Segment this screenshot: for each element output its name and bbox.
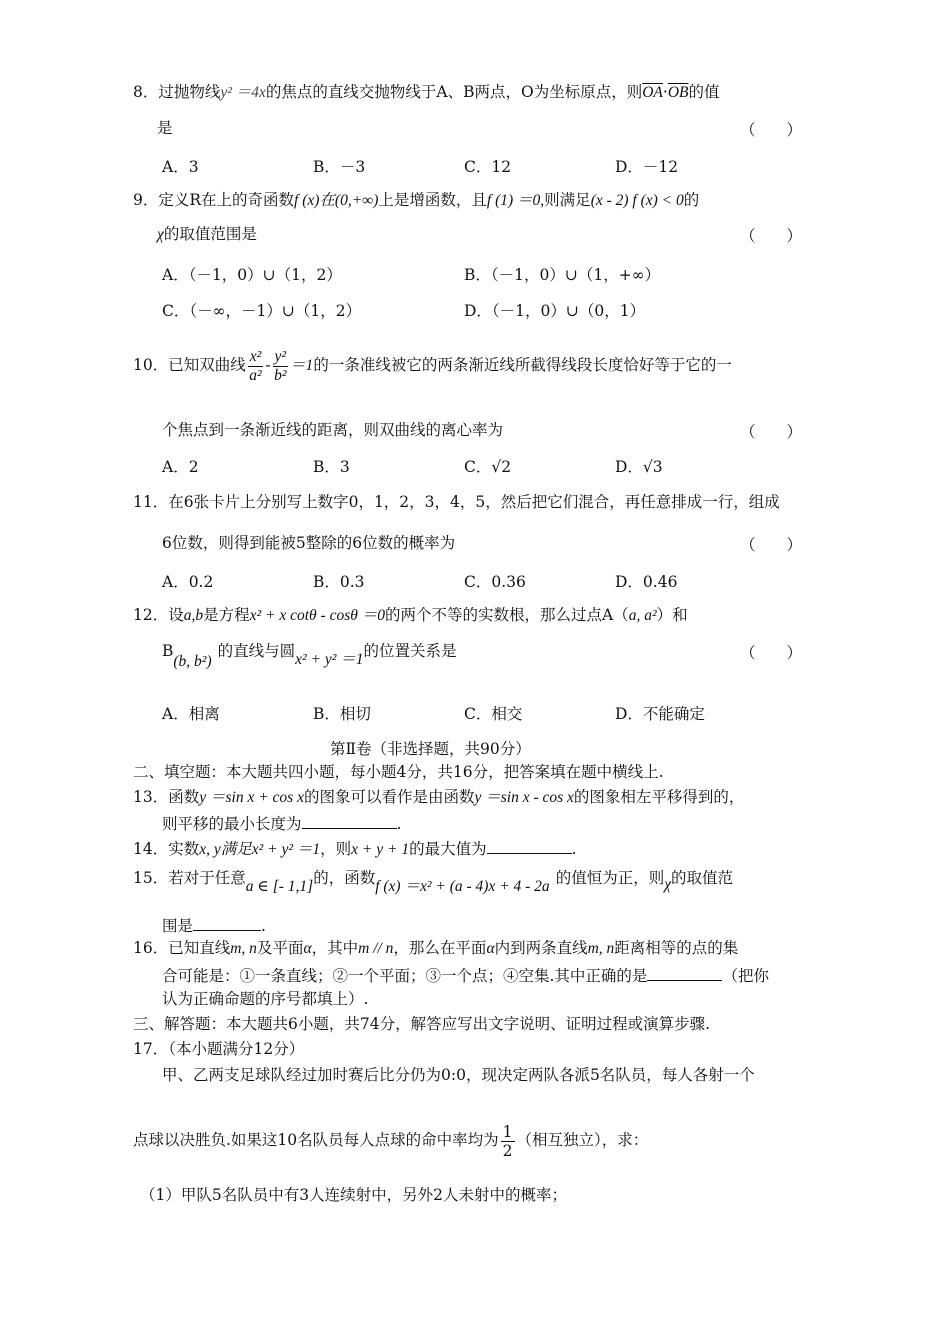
q10-fraction-y [273,348,289,385]
q12-answer-paren: （ ） [740,644,803,662]
q16-line2-text: 合可能是：①一条直线；②一个平面；③一个点；④空集.其中正确的是 [162,967,648,985]
q10-minus: - [265,356,271,374]
q9-line1 [133,190,699,211]
q16-mid3: ，那么在平面 [393,939,487,957]
q15-expr2: f (x) ＝x² + (a - 4)x + 4 - 2a [375,878,550,895]
part2-title: 第Ⅱ卷（非选择题，共90分） [330,740,531,758]
q12-point-b-expr: (b, b²) [173,653,212,670]
q16-mid4: 内到两条直线 [494,939,588,957]
q13-tail: 的图象相左平移得到的， [573,788,745,806]
q13-lead: 13．函数 [133,788,200,806]
q15-answer-blank[interactable] [193,914,261,931]
q8-choice-a: A．3 [162,158,199,176]
q9-mid2: 则满足 [544,191,591,209]
q17-frac-den: 2 [502,1141,513,1160]
q8-vector-ob: $\overline{OB}$ [667,84,689,101]
q13-answer-blank[interactable] [302,812,397,829]
q11-line1: 11．在6张卡片上分别写上数字0，1，2，3，4，5，然后把它们混合，再任意排成一行，组成 [133,493,780,511]
q16-expr3: m, n [587,940,615,957]
q12-line2-mid: 的直线与圆 [217,642,296,660]
q12-mid: 是方程 [203,606,250,624]
q12-expr1: a,b [183,607,204,624]
q12-choice-b: B．相切 [313,705,371,723]
q12-tail2: ）和 [656,606,688,624]
q17-line2: 甲、乙两支足球队经过加时赛后比分仍为0:0，现决定两队各派5名队员，每人各射一个 [162,1066,755,1084]
part3-header: 三、解答题：本大题共6小题，共74分，解答应写出文字说明、证明过程或演算步骤. [133,1015,711,1033]
q15-lead: 15．若对于任意 [133,869,246,887]
q13-line2 [162,812,401,834]
q14-mid: ，则 [320,840,352,858]
q16-expr1: m, n [230,940,257,957]
q14-end: . [571,840,577,858]
q11-choice-c: C．0.36 [464,573,526,591]
q15-line2-text: 围是 [162,917,194,935]
fill-header: 二、填空题：本大题共四小题，每小题4分，共16分，把答案填在题中横线上. [133,763,664,781]
q9-answer-paren: （ ） [740,227,803,245]
q9-line2-text: 的取值范围是 [163,225,257,243]
q10-frac1-den: a² [249,366,262,384]
q8-dot: · [662,83,668,101]
q16-alpha-2: α [486,940,495,957]
q10-choice-b: B．3 [313,458,350,476]
q13-line2-text: 则平移的最小长度为 [162,815,302,833]
q12-choice-c: C．相交 [464,705,523,723]
q12-tail: 的两个不等的实数根，那么过点A（ [384,606,629,624]
q15-tail: 的值恒为正，则 [555,869,665,887]
q9-choice-b: B．（－1，0）∪（1，+∞） [464,266,661,284]
q10-frac1-num: x² [249,347,262,365]
q11-line2: 6位数，则得到能被5整除的6位数的概率为 [162,534,456,552]
q17-sub1: （1）甲队5名队员中有3人连续射中，另外2人未射中的概率； [140,1186,567,1204]
q9-mid: 上是增函数，且 [378,191,487,209]
q9-choice-d: D．（－1，0）∪（0，1） [464,302,646,320]
q11-choice-a: A．0.2 [162,573,214,591]
q9-expr1: f (x)在(0,+∞) [294,192,379,209]
q9-expr2: f (1) ＝0, [486,192,545,209]
q8-choice-c: C．12 [464,158,512,176]
q16-expr2: m // n [358,940,394,957]
q15-tail2: 的取值范 [671,869,734,887]
q12-expr2: x² + x cotθ - cosθ ＝0 [249,607,385,624]
q12-choice-d: D．不能确定 [615,705,705,723]
q15-line2 [162,914,266,936]
q16-tail: 距离相等的点的集 [614,939,739,957]
q10-line1 [133,345,732,386]
q10-choice-a: A．2 [162,458,199,476]
q10-frac2-den: b² [274,366,287,384]
q9-var: χ [157,226,164,243]
q11-choice-d: D．0.46 [615,573,678,591]
q16-answer-blank[interactable] [647,964,722,981]
q10-choice-c: C．√2 [464,458,512,476]
q9-expr3: (x - 2) f (x) < 0 [590,192,684,209]
q16-mid: 及平面 [256,939,304,957]
q12-lead: 12．设 [133,606,184,624]
q16-lead: 16．已知直线 [133,939,231,957]
q11-answer-paren: （ ） [740,536,803,554]
q16-line2 [162,964,769,986]
q12-choice-a: A．相离 [162,705,220,723]
q15-expr1: a ∈ [- 1,1] [245,878,314,895]
q17-line3-lead: 点球以决胜负.如果这10名队员每人点球的命中率均为 [133,1131,499,1149]
q12-point-b: B [162,642,174,660]
q13-mid: 的图象可以看作是由函数 [303,788,475,806]
q16-line3: 认为正确命题的序号都填上）. [162,990,369,1008]
q16-mid2: ，其中 [311,939,359,957]
q15-mid: 的，函数 [313,869,376,887]
q9-choice-a: A．（－1，0）∪（1，2） [162,266,342,284]
q10-frac2-num: y² [274,347,287,365]
q13-expr1: y ＝sin x + cos x [199,789,304,806]
q14-expr1: x, y满足x² + y² ＝1 [199,841,321,858]
q12-line1 [133,605,688,626]
q10-line2: 个焦点到一条渐近线的距离，则双曲线的离心率为 [162,421,504,439]
q8-line2: 是 [157,119,173,137]
q12-expr3: a, a² [628,607,657,624]
q16-line1 [133,938,738,959]
q10-eq: ＝1 [290,357,314,374]
q14-answer-blank[interactable] [487,837,572,854]
q13-end: . [396,815,402,833]
q14-tail: 的最大值为 [409,840,487,858]
q8-choice-d: D．－12 [615,158,679,176]
q15-line1 [133,863,733,894]
q10-answer-paren: （ ） [740,423,803,441]
q8-lead: 8．过抛物线 [133,83,221,101]
q10-fraction-x [248,348,264,385]
q17-fraction-half [501,1123,515,1160]
q17-line3-tail: （相互独立），求： [516,1131,649,1149]
q9-tail: 的 [683,191,700,209]
q14-line [133,837,577,860]
q9-lead: 9．定义R在上的奇函数 [133,191,295,209]
q16-alpha: α [303,940,312,957]
q10-lead: 10．已知双曲线 [133,356,246,374]
q15-var: χ [664,876,672,893]
q15-end: . [261,917,266,935]
q17-lead: 17．（本小题满分12分） [133,1040,305,1058]
q13-expr2: y ＝sin x - cos x [474,789,574,806]
q9-choice-c: C．（－∞，－1）∪（1，2） [162,302,362,320]
q10-tail: 的一条准线被它的两条渐近线所截得线段长度恰好等于它的一 [313,356,732,374]
q13-line1 [133,787,744,808]
q8-tail: 的值 [688,83,720,101]
q14-lead: 14．实数 [133,840,200,858]
q8-text: 的焦点的直线交抛物线于A、B两点，O为坐标原点，则 [265,83,643,101]
q9-line2 [157,224,257,245]
q17-frac-num: 1 [502,1122,513,1141]
q16-line2-tail: （把你 [722,967,769,985]
q12-circle-expr: x² + y² ＝1 [295,651,364,668]
q12-line2 [162,641,457,670]
q10-choice-d: D．√3 [615,458,663,476]
q8-choice-b: B．－3 [313,158,366,176]
q11-choice-b: B．0.3 [313,573,365,591]
q8-parabola-expr: y² ＝4x [220,84,266,101]
q8-line1 [133,82,720,103]
q17-line3 [133,1118,648,1162]
q8-vector-oa: $\overline{OA}$ [642,84,663,101]
q14-expr2: x + y + 1 [351,841,410,858]
q12-line2-tail: 的位置关系是 [363,642,457,660]
q8-answer-paren: （ ） [740,121,803,139]
